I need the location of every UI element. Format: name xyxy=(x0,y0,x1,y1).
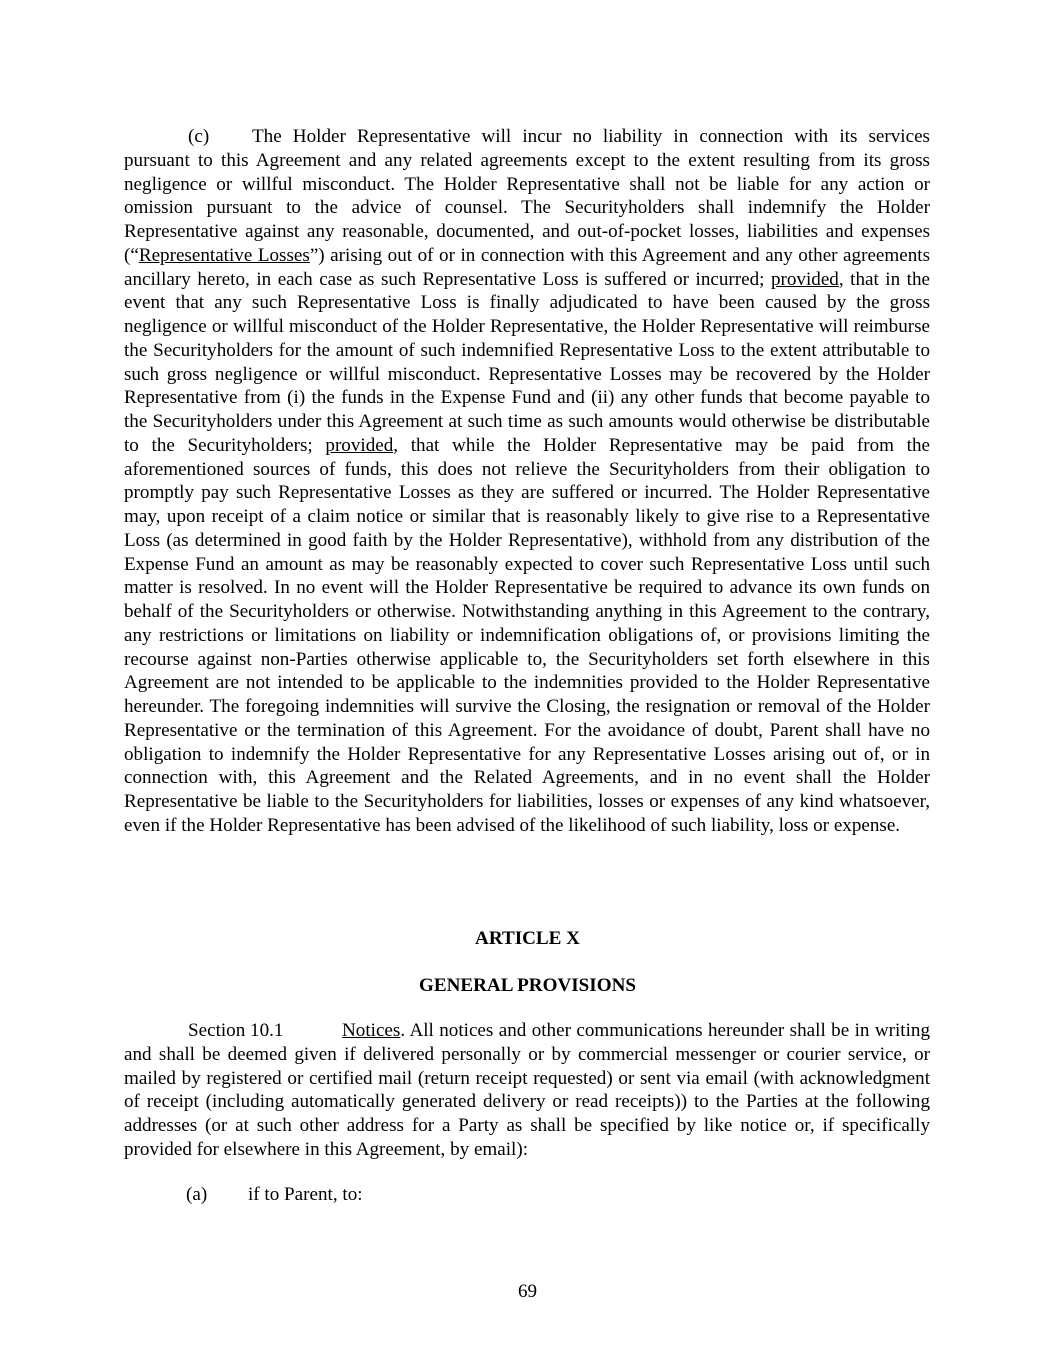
notice-item-a-label: (a) xyxy=(186,1184,208,1205)
notice-item-a-text: if to Parent, to: xyxy=(248,1184,363,1205)
defined-term-representative-losses: Representative Losses xyxy=(138,244,310,266)
section-10-1-text: . All notices and other communications hereunder shall be in writing and shall be deemed given if delivered personally or by commercial messenger or courier service, or mailed by registered or certified mail (return receipt requested) or sent via email (with acknowledgment of receipt (including automatically generated delivery or read receipts)) to the Parties at the following addresses (or at such other address for a Party as shall be specified by like notice or, if specifically provided for elsewhere in this Agreement, by email): xyxy=(124,1020,930,1160)
paragraph-c-text-1: The Holder Representative will incur no liability in connection with its services pursuant to this Agreement and any related agreements except to the extent resulting from its gross negligence or willful misconduct. The Holder Representative shall not be liable for any action or omission pursuant to the advice of counsel. The Securityholders shall indemnify the Holder Representative against any reasonable, documented, and out-of-pocket losses, liabilities and expenses (“ xyxy=(124,126,930,266)
paragraph-c xyxy=(124,125,930,838)
provided-term-2: provided xyxy=(325,434,394,456)
section-10-1-label: Section 10.1 xyxy=(188,1020,284,1041)
paragraph-c-label: (c) xyxy=(188,126,210,147)
notice-item-a xyxy=(186,1183,363,1207)
section-10-1-caption: Notices xyxy=(342,1020,401,1041)
article-heading: ARTICLE X xyxy=(475,928,580,949)
section-10-1-paragraph xyxy=(124,1019,930,1162)
article-title: GENERAL PROVISIONS xyxy=(419,975,636,996)
paragraph-c-text-2: ”) arising out of or in connection with this Agreement and any other agreements ancillary hereto, in each case as such Representative Loss is suffered or incurred; xyxy=(124,244,930,290)
paragraph-c-text-3: , that in the event that any such Representative Loss is finally adjudicated to have been caused by the gross negligence or willful misconduct of the Holder Representative, the Holder Representative will reimburse the Securityholders for the amount of such indemnified Representative Loss to the extent attributable to such gross negligence or willful misconduct. Representative Losses may be recovered by the Holder Representative from (i) the funds in the Expense Fund and (ii) any other funds that become payable to the Securityholders under this Agreement at such time as such amounts would otherwise be distributable to the Securityholders; xyxy=(124,268,930,456)
page-number: 69 xyxy=(517,1281,538,1302)
provided-term-1: provided xyxy=(770,268,839,290)
paragraph-c-text-4: , that while the Holder Representative may be paid from the aforementioned sources of funds, this does not relieve the Securityholders from their obligation to promptly pay such Representative Losses as they are suffered or incurred. The Holder Representative may, upon receipt of a claim notice or similar that is reasonably likely to give rise to a Representative Loss (as determined in good faith by the Holder Representative), withhold from any distribution of the Expense Fund an amount as may be reasonably expected to cover such Representative Loss until such matter is resolved. In no event will the Holder Representative be required to advance its own funds on behalf of the Securityholders or otherwise. Notwithstanding anything in this Agreement to the contrary, any restrictions or limitations on liability or indemnification obligations of, or provisions limiting the recourse against non-Parties otherwise applicable to, the Securityholders set forth elsewhere in this Agreement are not intended to be applicable to the indemnities provided to the Holder Representative hereunder. The foregoing indemnities will survive the Closing, the resignation or removal of the Holder Representative or the termination of this Agreement. For the avoidance of doubt, Parent shall have no obligation to indemnify the Holder Representative for any Representative Losses arising out of, or in connection with, this Agreement and the Related Agreements, and in no event shall the Holder Representative be liable to the Securityholders for liabilities, losses or expenses of any kind whatsoever, even if the Holder Representative has been advised of the likelihood of such liability, loss or expense. xyxy=(124,434,930,836)
